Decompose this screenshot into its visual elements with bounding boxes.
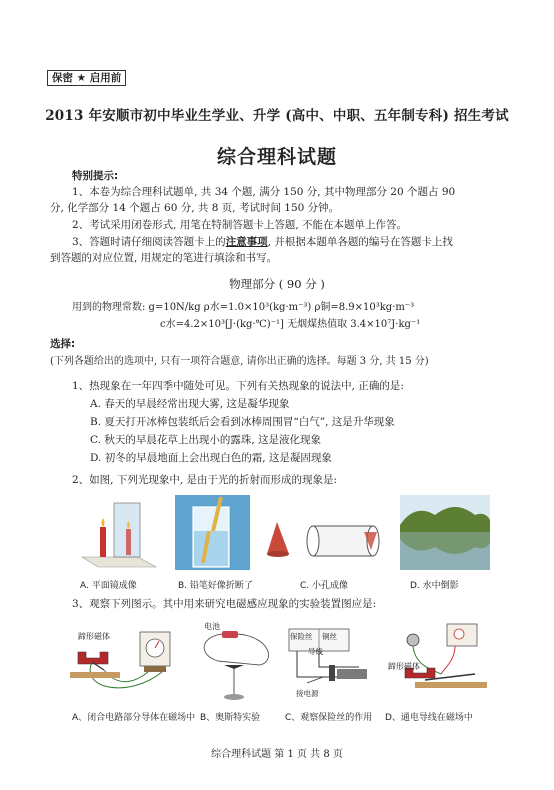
water-reflection-figure: [400, 495, 490, 570]
choice-heading: 选择:: [50, 338, 76, 350]
q1-option-a: A. 春天的早晨经常出现大雾, 这是凝华现象: [90, 398, 290, 410]
q3-stem: 3、观察下列图示。其中用来研究电磁感应现象的实验装置图应是:: [72, 598, 377, 610]
choice-note: (下列各题给出的选项中, 只有一项符合题意, 请你出正确的选择。每题 3 分, 共 15 分): [50, 356, 429, 367]
pencil-glass-figure: [175, 495, 250, 570]
q3-b-battery-label: 电池: [204, 622, 220, 631]
q3-c-copper-label: 铜丝: [322, 632, 337, 641]
constants-line-2: c水=4.2×10³[J·(kg·℃)⁻¹] 无烟煤热值取 3.4×10⁷J·kg⁻¹: [160, 319, 421, 330]
q3-caption-c: C、观察保险丝的作用: [285, 713, 373, 723]
pinhole-camera-figure: [265, 510, 385, 565]
instruction-1-line-1: 1、本卷为综合理科试题单, 共 34 个题, 满分 150 分, 其中物理部分 20 个题占 90: [72, 186, 456, 198]
instruction-3-emphasis: 注意事项: [225, 236, 268, 248]
instruction-3-pre: 3、答题时请仔细阅读答题卡上的: [72, 236, 226, 248]
main-title: 综合理科试题: [216, 146, 337, 168]
instruction-3-post: , 并根据本题单各题的编号在答题卡上找: [267, 236, 453, 248]
q2-caption-b: B. 铅笔好像折断了: [178, 581, 253, 591]
instruction-3-line-2: 到答题的对应位置, 用规定的笔进行填涂和书写。: [50, 252, 278, 264]
candle-mirror-figure: [78, 495, 160, 570]
q1-option-b: B. 夏天打开冰棒包装纸后会看到冰棒周围冒“白气”, 这是升华现象: [90, 416, 395, 428]
q3-a-magnet-label: 蹄形磁体: [78, 632, 110, 641]
q1-option-d: D. 初冬的早晨地面上会出现白色的霜, 这是凝固现象: [90, 452, 332, 464]
instructions-heading: 特别提示:: [72, 170, 119, 182]
q3-caption-a: A、闭合电路部分导体在磁场中: [72, 713, 196, 723]
instruction-2: 2、考试采用闭卷形式, 用笔在特制答题卡上答题, 不能在本题单上作答。: [72, 219, 408, 231]
q2-caption-d: D. 水中倒影: [410, 581, 459, 591]
q2-caption-c: C. 小孔成像: [300, 581, 349, 591]
q2-stem: 2、如图, 下列光现象中, 是由于光的折射而形成的现象是:: [72, 474, 338, 486]
q3-caption-b: B、奥斯特实验: [200, 713, 261, 723]
instruction-1-line-2: 分, 化学部分 14 个题占 60 分, 共 8 页, 考试时间 150 分钟。: [50, 202, 340, 214]
q3-c-fuse-label: 保险丝: [290, 632, 313, 641]
q3-c-power-label: 接电源: [296, 689, 319, 698]
q1-stem: 1、热现象在一年四季中随处可见。下列有关热现象的说法中, 正确的是:: [72, 380, 404, 392]
physics-section-title: 物理部分 ( 90 分 ): [229, 277, 325, 291]
page-footer: 综合理科试题 第 1 页 共 8 页: [211, 749, 343, 760]
q3-d-magnet-label: 蹄形磁体: [388, 662, 420, 671]
q3-c-wire-label: 导线: [308, 647, 323, 656]
exam-title: 2013 年安顺市初中毕业生学业、升学 (高中、中职、五年制专科) 招生考试: [45, 108, 509, 124]
instruction-3-line-1: [72, 236, 453, 249]
q2-caption-a: A. 平面镜成像: [80, 581, 137, 591]
oersted-experiment-figure: [190, 625, 280, 705]
secret-label: 保密 ★ 启用前: [47, 70, 126, 86]
q3-caption-d: D、通电导线在磁场中: [385, 713, 473, 723]
constants-line-1: 用到的物理常数: g=10N/kg ρ水=1.0×10³(kg·m⁻³) ρ铜=8.9×10³kg·m⁻³: [72, 302, 415, 313]
q1-option-c: C. 秋天的早晨花草上出现小的露珠, 这是液化现象: [90, 434, 322, 446]
